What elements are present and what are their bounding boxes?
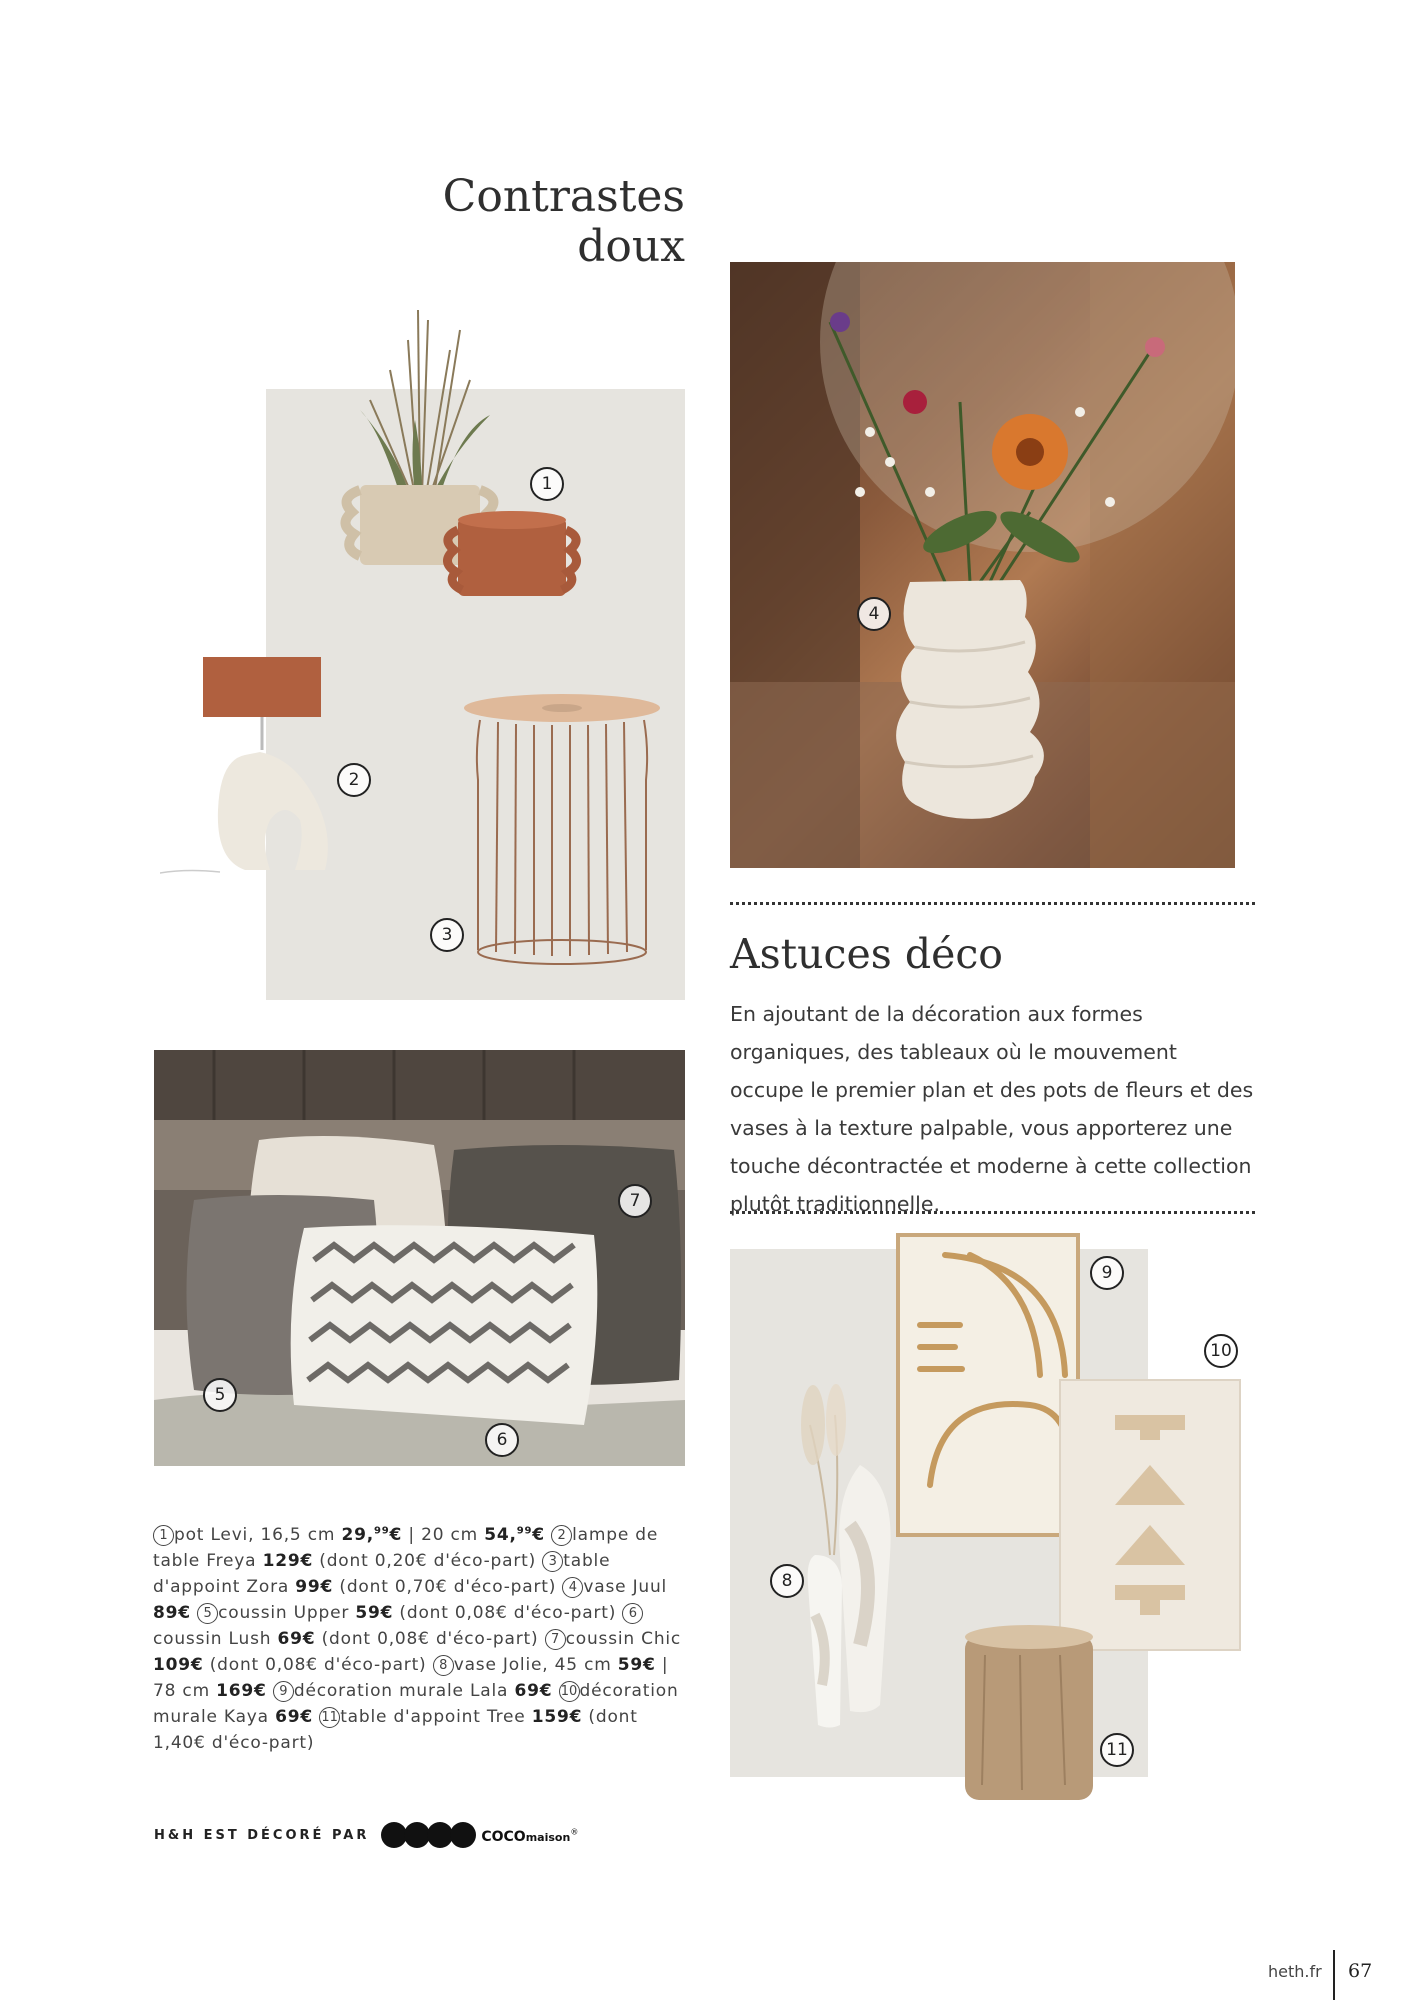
page-title-line1: Contrastes xyxy=(442,171,685,222)
tips-body: En ajoutant de la décoration aux formes organiques, des tableaux où le mouvement occupe le premier plan et des pots de fleurs et des vases à la texture palpable, vous apporterez une touche décontractée et moderne à cette collection plutôt traditionnelle. xyxy=(730,1002,1254,1216)
product-item-5: 5 coussin Upper 59€ (dont 0,08€ d'éco-part) xyxy=(197,1603,616,1623)
product-item-7: 7 coussin Chic 109€ (dont 0,08€ d'éco-part) xyxy=(153,1628,682,1675)
product-illustration-wall-decor xyxy=(730,1225,1260,1825)
sponsor-line xyxy=(154,1820,578,1850)
sponsor-brand: COCOmaison® xyxy=(481,1827,579,1845)
product-item-11: 11 table d'appoint Tree 159€ (dont 1,40€ d'éco-part) xyxy=(153,1706,638,1753)
product-item-2: 2 lampe de table Freya 129€ (dont 0,20€ d'éco-part) xyxy=(153,1524,659,1571)
marker-11: 11 xyxy=(1100,1733,1134,1767)
pot-levi-terracotta xyxy=(447,511,576,596)
marker-4: 4 xyxy=(857,597,891,631)
vase-photo xyxy=(730,262,1235,868)
product-item-1: 1 pot Levi, 16,5 cm 29,99€ | 20 cm 54,99€ xyxy=(153,1525,545,1545)
marker-5: 5 xyxy=(203,1378,237,1412)
separator-bottom xyxy=(730,1211,1255,1214)
marker-2: 2 xyxy=(337,763,371,797)
marker-8: 8 xyxy=(770,1564,804,1598)
product-item-10: 10 décoration murale Kaya 69€ xyxy=(153,1680,679,1727)
marker-10: 10 xyxy=(1204,1334,1238,1368)
lamp-freya xyxy=(160,657,328,875)
table-zora xyxy=(464,694,660,964)
vase-jolie xyxy=(801,1384,891,1728)
product-item-9: 9 décoration murale Lala 69€ xyxy=(273,1681,552,1701)
page-title xyxy=(400,172,685,272)
coco-maison-logo-icon xyxy=(381,1821,477,1849)
product-item-8: 8 vase Jolie, 45 cm 59€ | 78 cm 169€ xyxy=(153,1654,669,1701)
decoration-kaya xyxy=(1060,1380,1240,1650)
marker-3: 3 xyxy=(430,918,464,952)
page-number: 67 xyxy=(1348,1960,1373,1982)
marker-6: 6 xyxy=(485,1423,519,1457)
separator-top xyxy=(730,902,1255,905)
product-credits xyxy=(153,1518,688,1756)
decoration-lala xyxy=(898,1235,1078,1535)
page-title-line2: doux xyxy=(577,221,685,272)
tips-heading: Astuces déco xyxy=(730,930,1003,978)
cushion-lush xyxy=(291,1225,598,1425)
product-item-3: 3 table d'appoint Zora 99€ (dont 0,70€ d'éco-part) xyxy=(153,1550,611,1597)
product-item-6: 6coussin Lush 69€ (dont 0,08€ d'éco-part) xyxy=(153,1603,643,1649)
table-tree xyxy=(965,1625,1093,1800)
sponsor-label: H&H EST DÉCORÉ PAR xyxy=(154,1827,370,1843)
marker-9: 9 xyxy=(1090,1256,1124,1290)
footer-site: heth.fr xyxy=(1268,1962,1322,1981)
marker-7: 7 xyxy=(618,1184,652,1218)
footer-divider xyxy=(1333,1950,1335,2000)
marker-1: 1 xyxy=(530,467,564,501)
product-item-4: 4 vase Juul 89€ xyxy=(153,1576,668,1623)
product-illustration-pots-lamp-table xyxy=(160,280,700,1020)
